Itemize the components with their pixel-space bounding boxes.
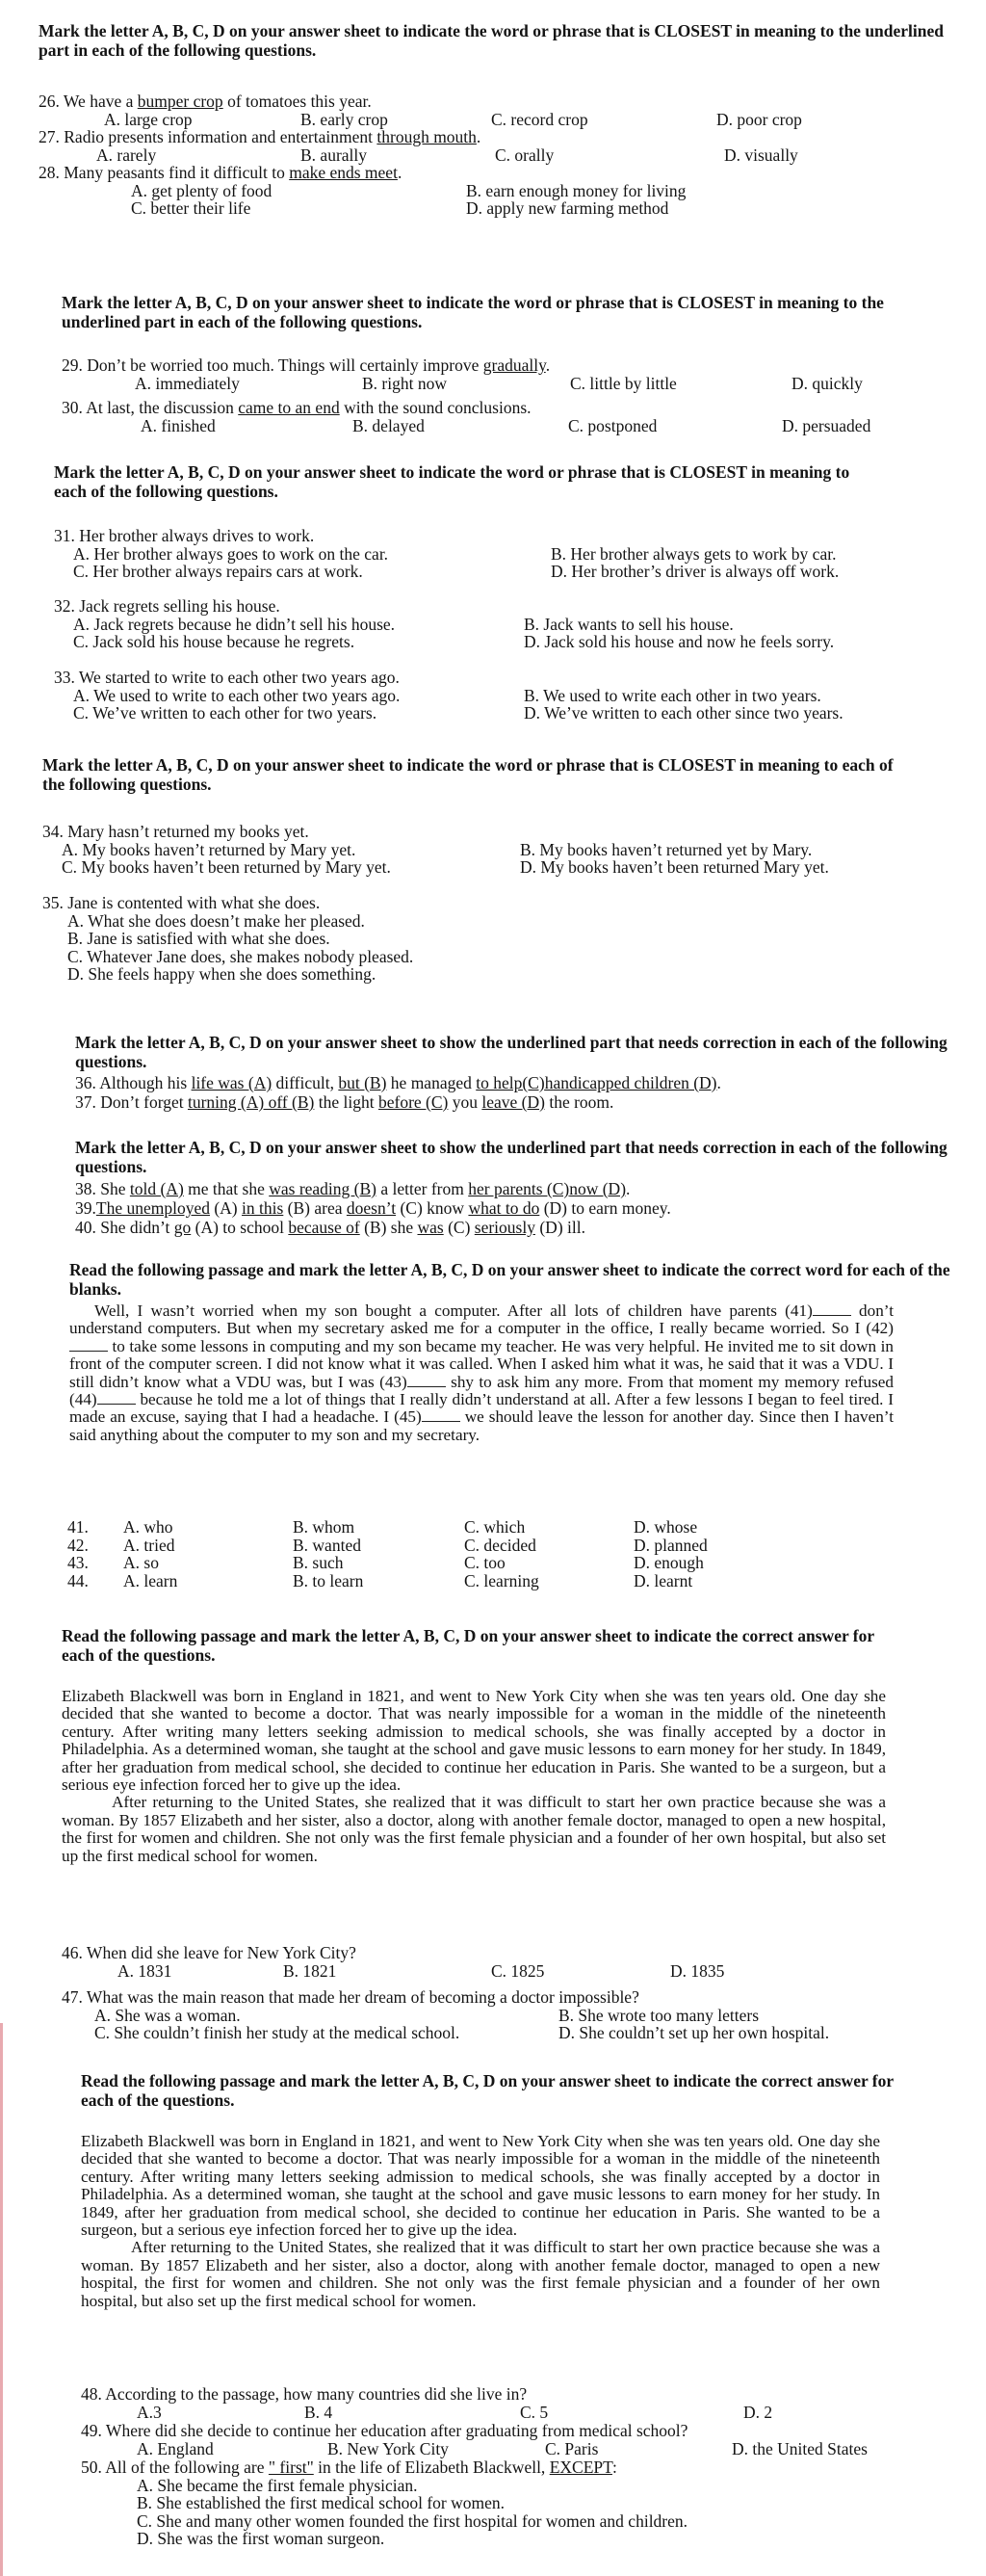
option-c[interactable]: C. Jack sold his house because he regrets. xyxy=(73,632,355,651)
option-d[interactable]: D. apply new farming method xyxy=(466,198,669,218)
option-c[interactable]: C. postponed xyxy=(568,415,658,435)
option-c[interactable]: C. orally xyxy=(495,145,555,165)
option-c[interactable]: C. Whatever Jane does, she makes nobody pleased. xyxy=(67,946,414,966)
option-a[interactable]: A. large crop xyxy=(104,109,193,129)
option-a[interactable]: A. My books haven’t returned by Mary yet. xyxy=(62,839,356,859)
option-c[interactable]: C. Her brother always repairs cars at work. xyxy=(73,562,363,581)
options-42: 42. A. tried B. wanted C. decided D. planned xyxy=(67,1535,708,1555)
option-b[interactable]: B. 4 xyxy=(304,2402,333,2422)
option-b[interactable]: B. delayed xyxy=(352,415,425,435)
option-c[interactable]: C. 5 xyxy=(520,2402,549,2422)
option-c[interactable]: C. My books haven’t been returned by Mary yet. xyxy=(62,857,391,877)
option-b[interactable]: B. My books haven’t returned yet by Mary. xyxy=(520,839,813,859)
section-5 xyxy=(0,1033,986,1071)
option-a[interactable]: A. She was a woman. xyxy=(94,2005,241,2025)
section-6-heading: Mark the letter A, B, C, D on your answer sheet to show the underlined part that needs correction in each of the following questions. xyxy=(75,1138,947,1176)
blank-42[interactable] xyxy=(69,1351,108,1352)
blank-44[interactable] xyxy=(97,1404,136,1405)
option-d[interactable]: D. the United States xyxy=(732,2438,868,2458)
section-8-heading: Read the following passage and mark the letter A, B, C, D on your answer sheet to indicate the correct answer for each of the questions. xyxy=(62,1626,874,1665)
option-b[interactable]: B. early crop xyxy=(300,109,388,129)
section-1-heading: Mark the letter A, B, C, D on your answer sheet to indicate the word or phrase that is CLOSEST in meaning to the underlined part in each of the following questions. xyxy=(39,21,945,60)
option-b[interactable]: B. aurally xyxy=(300,145,368,165)
section-3-heading: Mark the letter A, B, C, D on your answer sheet to indicate the word or phrase that is CLOSEST in meaning to each of the following questions. xyxy=(54,462,850,501)
underlined-phrase: gradually xyxy=(482,355,546,375)
option-d[interactable]: D. 1835 xyxy=(670,1960,725,1981)
option-a[interactable]: A. 1831 xyxy=(117,1960,172,1981)
options-44: 44. A. learn B. to learn C. learning D. learnt xyxy=(67,1570,693,1590)
question-47: 47. What was the main reason that made her dream of becoming a doctor impossible? A. She was a woman. B. She wrote too many letters C. She couldn’t finish her study at the medical school. D. She couldn’t set up her own hospital. xyxy=(62,1987,830,2042)
question-33: 33. We started to write to each other two years ago. A. We used to write to each other two years ago. B. We used to write each other in two years. C. We’ve written to each other for two years. D. We’ve written to each other since two years. xyxy=(54,668,843,723)
option-c[interactable]: C. We’ve written to each other for two years. xyxy=(73,703,377,723)
section-7 xyxy=(0,1260,986,1299)
question-36: 36. Although his life was (A) difficult, but (B) he managed to help(C)handicapped children (D). xyxy=(75,1073,721,1092)
section-2-heading: Mark the letter A, B, C, D on your answer sheet to indicate the word or phrase that is CLOSEST in meaning to the underlined part in each of the following questions. xyxy=(62,293,884,331)
underlined-phrase: came to an end xyxy=(238,398,340,417)
blank-45[interactable] xyxy=(422,1421,460,1422)
section-2 xyxy=(0,293,986,331)
option-c[interactable]: C. record crop xyxy=(491,109,588,129)
section-1 xyxy=(0,21,986,60)
option-c[interactable]: C. 1825 xyxy=(491,1960,545,1981)
question-29: 29. Don’t be worried too much. Things will certainly improve gradually. A. immediately B. right now C. little by little D. quickly xyxy=(62,355,863,393)
option-a[interactable]: A. What she does doesn’t make her pleased. xyxy=(67,910,365,931)
option-d[interactable]: D. persuaded xyxy=(782,415,871,435)
option-a[interactable]: A. rarely xyxy=(96,145,157,165)
option-b[interactable]: B. We used to write each other in two years. xyxy=(524,685,821,705)
option-d[interactable]: D. poor crop xyxy=(716,109,802,129)
option-a[interactable]: A. finished xyxy=(141,415,216,435)
option-d[interactable]: D. Jack sold his house and now he feels sorry. xyxy=(524,632,835,651)
option-b[interactable]: B. She wrote too many letters xyxy=(558,2005,760,2025)
option-b[interactable]: B. She established the first medical school for women. xyxy=(137,2493,506,2512)
section-7-heading: Read the following passage and mark the letter A, B, C, D on your answer sheet to indicate the correct word for each of the blanks. xyxy=(69,1260,950,1299)
cloze-passage: Well, I wasn’t worried when my son bought a computer. After all lots of children have parents (41) don’t understand computers. But when my secretary asked me for a computer in the office, I really became worried. So I (42) to take some lessons in computing and my son became my teacher. He was very helpful. He invited me to sit down in front of the computer screen. I did not know what it was called. When I asked him what it was, he said that it was a VDU. I still didn’t know what a VDU was, but I was (43) shy to ask him any more. From that moment my memory refused (44) because he told me a lot of things that I really didn’t understand at all. After a few lessons I began to feel tired. I made an excuse, saying that I had a headache. I (45) we should leave the lesson for another day. Since then I haven’t said anything about the computer to my son and my secretary. xyxy=(69,1301,894,1444)
option-b[interactable]: B. Jack wants to sell his house. xyxy=(524,614,734,634)
question-50: 50. All of the following are " first" in the life of Elizabeth Blackwell, EXCEPT: A. She became the first female physician. B. She established the first medical school for women. C. She and many other women founded the first hospital for women and children. D. She was the first woman surgeon. xyxy=(81,2458,688,2548)
option-d[interactable]: D. 2 xyxy=(743,2402,773,2422)
option-a[interactable]: A. England xyxy=(137,2438,214,2458)
passage-1: Elizabeth Blackwell was born in England in 1821, and went to New York City when she was ten years old. One day she decided that she wanted to become a doctor. That was nearly impossible for a woman in the middle of the nineteenth century. After writing many letters seeking admission to medical schools, she was finally accepted by a doctor in Philadelphia. As a determined woman, she taught at the school and gave music lessons to earn money for her study. In 1849, after her graduation from medical school, she decided to continue her education in Paris. She wanted to be a surgeon, but a serious eye infection forced her to give up the idea. After returning to the United States, she realized that it was difficult to start her own practice because she was a woman. By 1857 Elizabeth and her sister, also a doctor, along with another female doctor, managed to open a new hospital, the first for women and children. She not only was the first female physician and a founder of her own hospital, but also set up the first medical school for women. xyxy=(62,1687,886,1865)
option-d[interactable]: D. She couldn’t set up her own hospital. xyxy=(558,2023,830,2042)
options-43: 43. A. so B. such C. too D. enough xyxy=(67,1553,704,1572)
section-5-heading: Mark the letter A, B, C, D on your answer sheet to show the underlined part that needs correction in each of the following questions. xyxy=(75,1033,947,1071)
options-41: 41. A. who B. whom C. which D. whose xyxy=(67,1517,698,1537)
option-b[interactable]: B. Jane is satisfied with what she does. xyxy=(67,929,330,948)
option-a[interactable]: A. Jack regrets because he didn’t sell his house. xyxy=(73,614,396,634)
option-b[interactable]: B. New York City xyxy=(327,2438,449,2458)
option-b[interactable]: B. 1821 xyxy=(283,1960,337,1981)
option-a[interactable]: A. She became the first female physician. xyxy=(137,2475,418,2495)
question-38: 38. She told (A) me that she was reading (B) a letter from her parents (C)now (D). xyxy=(75,1179,631,1198)
option-d[interactable]: D. visually xyxy=(724,145,798,165)
option-a[interactable]: A.3 xyxy=(137,2402,162,2422)
section-4 xyxy=(0,755,986,794)
option-c[interactable]: C. She couldn’t finish her study at the medical school. xyxy=(94,2023,460,2042)
option-d[interactable]: D. Her brother’s driver is always off work. xyxy=(551,562,840,581)
question-49: 49. Where did she decide to continue her education after graduating from medical school? A. England B. New York City C. Paris D. the United States xyxy=(81,2421,868,2458)
option-d[interactable]: D. We’ve written to each other since two years. xyxy=(524,703,843,723)
option-a[interactable]: A. Her brother always goes to work on the car. xyxy=(73,543,389,564)
section-4-heading: Mark the letter A, B, C, D on your answer sheet to indicate the word or phrase that is CLOSEST in meaning to each of the following questions. xyxy=(42,755,894,794)
option-a[interactable]: A. immediately xyxy=(135,373,240,393)
option-d[interactable]: D. She feels happy when she does something. xyxy=(67,964,376,984)
question-35: 35. Jane is contented with what she does. A. What she does doesn’t make her pleased. B. Jane is satisfied with what she does. C. Whatever Jane does, she makes nobody pleased. D. She feels happy when she does something. xyxy=(42,893,414,984)
question-40: 40. She didn’t go (A) to school because of (B) she was (C) seriously (D) ill. xyxy=(75,1218,585,1237)
question-28: 28. Many peasants find it difficult to make ends meet. A. get plenty of food B. earn enough money for living C. better their life D. apply new farming method xyxy=(39,163,687,218)
question-32: 32. Jack regrets selling his house. A. Jack regrets because he didn’t sell his house. B. Jack wants to sell his house. C. Jack sold his house because he regrets. D. Jack sold his house and now he feels sorry. xyxy=(54,596,835,651)
option-b[interactable]: B. right now xyxy=(362,373,447,393)
question-30: 30. At last, the discussion came to an end with the sound conclusions. A. finished B. delayed C. postponed D. persuaded xyxy=(62,398,871,435)
option-d[interactable]: D. She was the first woman surgeon. xyxy=(137,2529,385,2548)
section-3 xyxy=(0,462,986,501)
question-34: 34. Mary hasn’t returned my books yet. A. My books haven’t returned by Mary yet. B. My books haven’t returned yet by Mary. C. My books haven’t been returned by Mary yet. D. My books haven’t been returned Mary yet. xyxy=(42,822,829,877)
option-c[interactable]: C. better their life xyxy=(131,198,251,218)
option-a[interactable]: A. We used to write to each other two years ago. xyxy=(73,685,401,705)
question-39: 39.The unemployed (A) in this (B) area doesn’t (C) know what to do (D) to earn money. xyxy=(75,1198,671,1218)
underlined-phrase: make ends meet xyxy=(289,163,398,182)
question-48: 48. According to the passage, how many countries did she live in? A.3 B. 4 C. 5 D. 2 xyxy=(81,2384,773,2422)
section-9-heading: Read the following passage and mark the letter A, B, C, D on your answer sheet to indicate the correct answer for each of the questions. xyxy=(81,2071,894,2110)
question-26: 26. We have a bumper crop of tomatoes this year. A. large crop B. early crop C. record crop D. poor crop xyxy=(39,92,802,129)
option-c[interactable]: C. Paris xyxy=(545,2438,599,2458)
question-31: 31. Her brother always drives to work. A. Her brother always goes to work on the car. B. Her brother always gets to work by car. C. Her brother always repairs cars at work. D. Her brother’s driver is always off work. xyxy=(54,526,840,581)
section-8 xyxy=(0,1626,986,1665)
blank-43[interactable] xyxy=(407,1386,446,1387)
underlined-phrase: through mouth xyxy=(376,127,477,146)
question-37: 37. Don’t forget turning (A) off (B) the light before (C) you leave (D) the room. xyxy=(75,1092,614,1112)
question-27: 27. Radio presents information and entertainment through mouth. A. rarely B. aurally C. orally D. visually xyxy=(39,127,798,165)
blank-41[interactable] xyxy=(813,1315,851,1316)
section-9 xyxy=(0,2071,986,2110)
cloze-options xyxy=(0,1518,986,1590)
option-c[interactable]: C. little by little xyxy=(570,373,677,393)
underlined-phrase: bumper crop xyxy=(137,92,223,111)
option-b[interactable]: B. earn enough money for living xyxy=(466,180,687,200)
section-6 xyxy=(0,1138,986,1176)
question-46: 46. When did she leave for New York City? A. 1831 B. 1821 C. 1825 D. 1835 xyxy=(62,1943,725,1981)
option-b[interactable]: B. Her brother always gets to work by car. xyxy=(551,543,837,564)
option-a[interactable]: A. get plenty of food xyxy=(131,180,272,200)
option-c[interactable]: C. She and many other women founded the first hospital for women and children. xyxy=(137,2510,688,2531)
option-d[interactable]: D. My books haven’t been returned Mary yet. xyxy=(520,857,829,877)
option-d[interactable]: D. quickly xyxy=(791,373,863,393)
passage-2: Elizabeth Blackwell was born in England in 1821, and went to New York City when she was ten years old. One day she decided that she wanted to become a doctor. That was nearly impossible for a woman in the middle of the nineteenth century. After writing many letters seeking admission to medical schools, she was finally accepted by a doctor in Philadelphia. As a determined woman, she taught at the school and gave music lessons to earn money for her study. In 1849, after her graduation from medical school, she decided to continue her education in Paris. She wanted to be a surgeon, but a serious eye infection forced her to give up the idea. After returning to the United States, she realized that it was difficult to start her own practice because she was a woman. By 1857 Elizabeth and her sister, also a doctor, along with another female doctor, managed to open a new hospital, the first for women and children. She not only was the first female physician and a founder of her own hospital, but also set up the first medical school for women. xyxy=(81,2132,880,2310)
